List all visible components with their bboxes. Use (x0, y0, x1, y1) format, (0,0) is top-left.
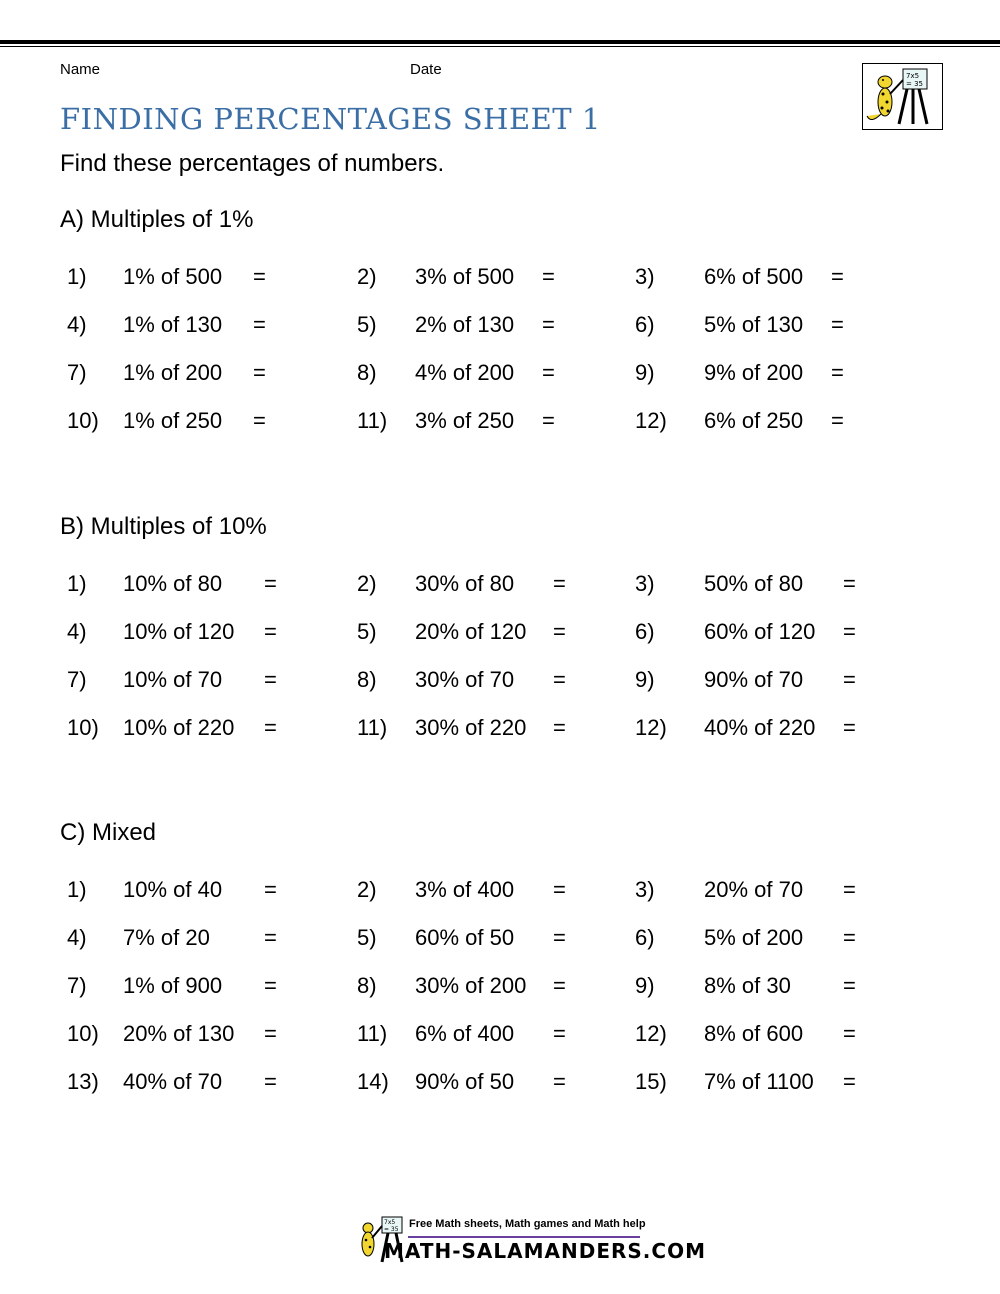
question-text: 30% of 80 (415, 571, 515, 596)
equals-sign: = (831, 408, 844, 433)
equals-sign: = (542, 264, 555, 289)
question-number: 10) (67, 715, 99, 740)
question-number: 4) (67, 312, 87, 337)
question-number: 11) (357, 1021, 388, 1046)
equals-sign: = (553, 619, 566, 644)
top-rule-thin (0, 46, 1000, 47)
question-text: 40% of 70 (123, 1069, 223, 1094)
equals-sign: = (831, 312, 844, 337)
equals-sign: = (264, 877, 277, 902)
equals-sign: = (264, 571, 277, 596)
question-number: 8) (357, 667, 377, 692)
question-text: 20% of 130 (123, 1021, 235, 1046)
question-number: 2) (357, 571, 377, 596)
question-text: 60% of 50 (415, 925, 515, 950)
question-number: 3) (635, 571, 655, 596)
svg-text:7x5: 7x5 (906, 72, 920, 80)
question-number: 4) (67, 925, 87, 950)
equals-sign: = (843, 667, 856, 692)
question-number: 5) (357, 619, 377, 644)
question-number: 2) (357, 877, 377, 902)
question-text: 10% of 120 (123, 619, 235, 644)
equals-sign: = (843, 571, 856, 596)
question-number: 12) (635, 1021, 667, 1046)
question-number: 11) (357, 715, 388, 740)
question-number: 6) (635, 925, 655, 950)
question-number: 1) (67, 571, 87, 596)
svg-text:7x5: 7x5 (384, 1219, 396, 1226)
equals-sign: = (553, 877, 566, 902)
question-number: 6) (635, 619, 655, 644)
question-number: 12) (635, 408, 667, 433)
question-text: 90% of 70 (704, 667, 804, 692)
question-text: 7% of 20 (123, 925, 210, 950)
question-number: 8) (357, 360, 377, 385)
page-title: FINDING PERCENTAGES SHEET 1 (60, 102, 601, 136)
section-title: C) Mixed (60, 819, 157, 846)
svg-text:= 35: = 35 (906, 80, 923, 88)
question-text: 3% of 500 (415, 264, 515, 289)
question-text: 30% of 200 (415, 973, 527, 998)
question-text: 8% of 600 (704, 1021, 804, 1046)
equals-sign: = (553, 973, 566, 998)
question-text: 5% of 200 (704, 925, 804, 950)
section-title: B) Multiples of 10% (60, 513, 267, 540)
equals-sign: = (264, 619, 277, 644)
equals-sign: = (542, 360, 555, 385)
question-text: 90% of 50 (415, 1069, 515, 1094)
question-text: 5% of 130 (704, 312, 804, 337)
question-number: 13) (67, 1069, 99, 1094)
question-text: 1% of 900 (123, 973, 223, 998)
top-rule (0, 40, 1000, 44)
question-number: 4) (67, 619, 87, 644)
question-number: 6) (635, 312, 655, 337)
equals-sign: = (253, 360, 266, 385)
question-number: 1) (67, 877, 87, 902)
equals-sign: = (264, 667, 277, 692)
equals-sign: = (843, 619, 856, 644)
equals-sign: = (843, 877, 856, 902)
question-number: 12) (635, 715, 667, 740)
footer-brand: MATH-SALAMANDERS.COM (384, 1239, 706, 1263)
equals-sign: = (264, 973, 277, 998)
question-number: 3) (635, 264, 655, 289)
section-title: A) Multiples of 1% (60, 206, 254, 233)
question-text: 30% of 70 (415, 667, 515, 692)
footer-divider (408, 1236, 640, 1238)
question-number: 15) (635, 1069, 667, 1094)
equals-sign: = (553, 925, 566, 950)
equals-sign: = (843, 925, 856, 950)
question-text: 3% of 250 (415, 408, 515, 433)
question-text: 6% of 400 (415, 1021, 515, 1046)
name-label: Name (60, 61, 101, 78)
equals-sign: = (253, 408, 266, 433)
question-number: 1) (67, 264, 87, 289)
equals-sign: = (843, 1069, 856, 1094)
equals-sign: = (264, 715, 277, 740)
question-number: 10) (67, 408, 99, 433)
question-number: 7) (67, 667, 87, 692)
question-text: 1% of 500 (123, 264, 223, 289)
question-text: 30% of 220 (415, 715, 527, 740)
question-number: 10) (67, 1021, 99, 1046)
question-number: 14) (357, 1069, 389, 1094)
equals-sign: = (264, 1021, 277, 1046)
question-number: 8) (357, 973, 377, 998)
question-text: 3% of 400 (415, 877, 515, 902)
question-number: 5) (357, 925, 377, 950)
question-number: 9) (635, 360, 655, 385)
question-text: 6% of 250 (704, 408, 804, 433)
equals-sign: = (831, 360, 844, 385)
question-text: 1% of 200 (123, 360, 223, 385)
equals-sign: = (553, 1021, 566, 1046)
equals-sign: = (831, 264, 844, 289)
question-text: 60% of 120 (704, 619, 816, 644)
equals-sign: = (553, 667, 566, 692)
question-text: 4% of 200 (415, 360, 515, 385)
equals-sign: = (264, 1069, 277, 1094)
equals-sign: = (843, 973, 856, 998)
svg-text:= 35: = 35 (384, 1226, 399, 1233)
question-text: 20% of 70 (704, 877, 804, 902)
equals-sign: = (553, 715, 566, 740)
equals-sign: = (542, 408, 555, 433)
question-number: 7) (67, 360, 87, 385)
equals-sign: = (253, 312, 266, 337)
question-text: 10% of 70 (123, 667, 223, 692)
footer-logo (354, 1214, 706, 1266)
equals-sign: = (253, 264, 266, 289)
date-label: Date (410, 61, 442, 78)
question-text: 10% of 80 (123, 571, 223, 596)
question-text: 50% of 80 (704, 571, 804, 596)
salamander-logo (862, 63, 943, 130)
equals-sign: = (553, 1069, 566, 1094)
question-text: 7% of 1100 (704, 1069, 814, 1094)
question-text: 10% of 40 (123, 877, 223, 902)
question-text: 10% of 220 (123, 715, 235, 740)
question-number: 9) (635, 667, 655, 692)
equals-sign: = (542, 312, 555, 337)
question-number: 11) (357, 408, 388, 433)
question-text: 20% of 120 (415, 619, 527, 644)
equals-sign: = (843, 715, 856, 740)
question-text: 2% of 130 (415, 312, 515, 337)
question-number: 7) (67, 973, 87, 998)
question-text: 9% of 200 (704, 360, 804, 385)
equals-sign: = (264, 925, 277, 950)
question-text: 8% of 30 (704, 973, 791, 998)
equals-sign: = (843, 1021, 856, 1046)
footer-tagline: Free Math sheets, Math games and Math help (409, 1218, 646, 1230)
question-number: 5) (357, 312, 377, 337)
question-text: 1% of 250 (123, 408, 223, 433)
equals-sign: = (553, 571, 566, 596)
question-text: 6% of 500 (704, 264, 804, 289)
instructions: Find these percentages of numbers. (60, 150, 445, 177)
question-number: 9) (635, 973, 655, 998)
question-text: 40% of 220 (704, 715, 816, 740)
question-text: 1% of 130 (123, 312, 223, 337)
question-number: 3) (635, 877, 655, 902)
question-number: 2) (357, 264, 377, 289)
